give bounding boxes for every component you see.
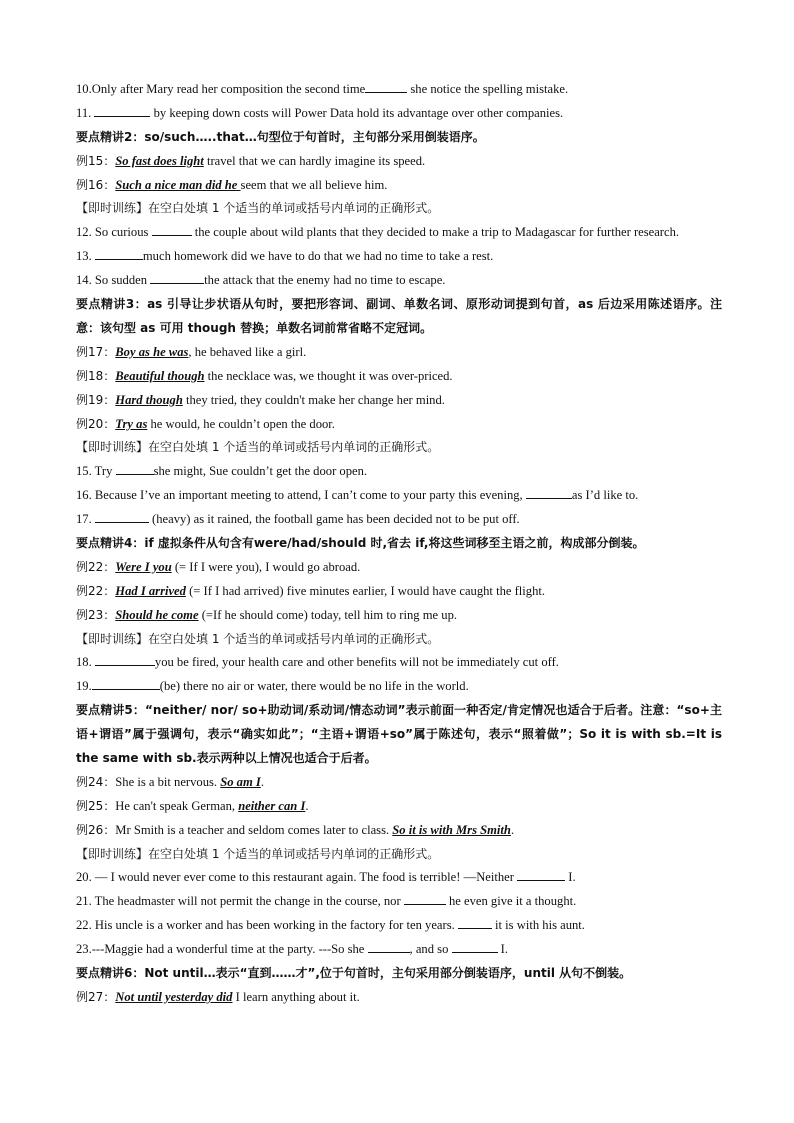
drill-instruction: 【即时训练】在空白处填 1 个适当的单词或括号内单词的正确形式。: [76, 846, 440, 861]
answer-blank[interactable]: [150, 269, 204, 284]
answer-blank[interactable]: [517, 866, 565, 881]
drill-instruction: 【即时训练】在空白处填 1 个适当的单词或括号内单词的正确形式。: [76, 201, 440, 216]
example-22b: 例22：Had I arrived (= If I had arrived) five minutes earlier, I would have caught the flight.: [76, 583, 546, 598]
question-10: 10.Only after Mary read her composition the second time she notice the spelling mistake.: [76, 78, 722, 102]
document-page: [76, 78, 722, 1010]
question-23: 23.---Maggie had a wonderful time at the party. ---So she , and so I.: [76, 938, 722, 962]
drill-instruction: 【即时训练】在空白处填 1 个适当的单词或括号内单词的正确形式。: [76, 631, 440, 646]
answer-blank[interactable]: [365, 78, 407, 93]
key-point-4: 要点精讲4：if 虚拟条件从句含有were/had/should 时,省去 if,将这些词移至主语之前，构成部分倒装。: [76, 535, 645, 550]
question-13: 13. much homework did we have to do that we had no time to take a rest.: [76, 245, 722, 269]
key-point-6: 要点精讲6：Not until…表示“直到……才”,位于句首时，主句采用部分倒装语序，until 从句不倒装。: [76, 966, 632, 981]
example-18: 例18：Beautiful though the necklace was, we thought it was over-priced.: [76, 368, 453, 383]
question-21: 21. The headmaster will not permit the change in the course, nor he even give it a thought.: [76, 890, 722, 914]
example-27: 例27：Not until yesterday did I learn anything about it.: [76, 989, 360, 1004]
example-20: 例20：Try as he would, he couldn’t open the door.: [76, 416, 335, 431]
answer-blank[interactable]: [152, 221, 192, 236]
answer-blank[interactable]: [116, 460, 154, 475]
question-20: 20. — I would never ever come to this restaurant again. The food is terrible! —Neither I.: [76, 866, 722, 890]
answer-blank[interactable]: [92, 675, 160, 690]
answer-blank[interactable]: [458, 914, 492, 929]
question-22: 22. His uncle is a worker and has been working in the factory for ten years. it is with his aunt.: [76, 914, 722, 938]
question-18: 18. you be fired, your health care and other benefits will not be immediately cut off.: [76, 651, 722, 675]
example-17: 例17：Boy as he was, he behaved like a girl.: [76, 344, 307, 359]
example-16: 例16：Such a nice man did he seem that we all believe him.: [76, 177, 388, 192]
question-19: 19. (be) there no air or water, there would be no life in the world.: [76, 675, 722, 699]
answer-blank[interactable]: [94, 102, 150, 117]
answer-blank[interactable]: [452, 938, 498, 953]
answer-blank[interactable]: [404, 890, 446, 905]
example-25: 例25：He can't speak German, neither can I.: [76, 798, 309, 813]
question-12: 12. So curious the couple about wild plants that they decided to make a trip to Madagascar for further research.: [76, 221, 722, 245]
drill-instruction: 【即时训练】在空白处填 1 个适当的单词或括号内单词的正确形式。: [76, 440, 440, 455]
answer-blank[interactable]: [95, 651, 155, 666]
example-15: 例15：So fast does light travel that we can hardly imagine its speed.: [76, 153, 426, 168]
key-point-5: 要点精讲5：“neither/ nor/ so+助动词/系动词/情态动词”表示前面一种否定/肯定情况也适合于后者。注意：“so+主语+谓语”属于强调句，表示“确实如此”；“主语+谓语+so”属于陈述句，表示“照着做”；So it is with sb.=It is the same with sb.表示两种以上情况也适合于后者。: [76, 703, 722, 766]
question-17: 17. (heavy) as it rained, the football game has been decided not to be put off.: [76, 508, 722, 532]
answer-blank[interactable]: [95, 245, 143, 260]
question-11: 11. by keeping down costs will Power Data hold its advantage over other companies.: [76, 102, 722, 126]
key-point-3: 要点精讲3：as 引导让步状语从句时，要把形容词、副词、单数名词、原形动词提到句首，as 后边采用陈述语序。注意：该句型 as 可用 though 替换；单数名词前常省略不定冠词。: [76, 297, 722, 335]
answer-blank[interactable]: [526, 484, 572, 499]
question-15: 15. Try she might, Sue couldn’t get the door open.: [76, 460, 722, 484]
example-26: 例26：Mr Smith is a teacher and seldom comes later to class. So it is with Mrs Smith.: [76, 822, 515, 837]
example-19: 例19：Hard though they tried, they couldn't make her change her mind.: [76, 392, 445, 407]
key-point-2: 要点精讲2：so/such…..that…句型位于句首时，主句部分采用倒装语序。: [76, 129, 485, 144]
example-23: 例23：Should he come (=If he should come) today, tell him to ring me up.: [76, 607, 458, 622]
answer-blank[interactable]: [368, 938, 410, 953]
answer-blank[interactable]: [95, 508, 149, 523]
example-24: 例24：She is a bit nervous. So am I.: [76, 774, 264, 789]
question-14: 14. So sudden the attack that the enemy had no time to escape.: [76, 269, 722, 293]
example-22: 例22：Were I you (= If I were you), I would go abroad.: [76, 559, 361, 574]
question-16: 16. Because I’ve an important meeting to attend, I can’t come to your party this evening, as I’d like to.: [76, 484, 722, 508]
